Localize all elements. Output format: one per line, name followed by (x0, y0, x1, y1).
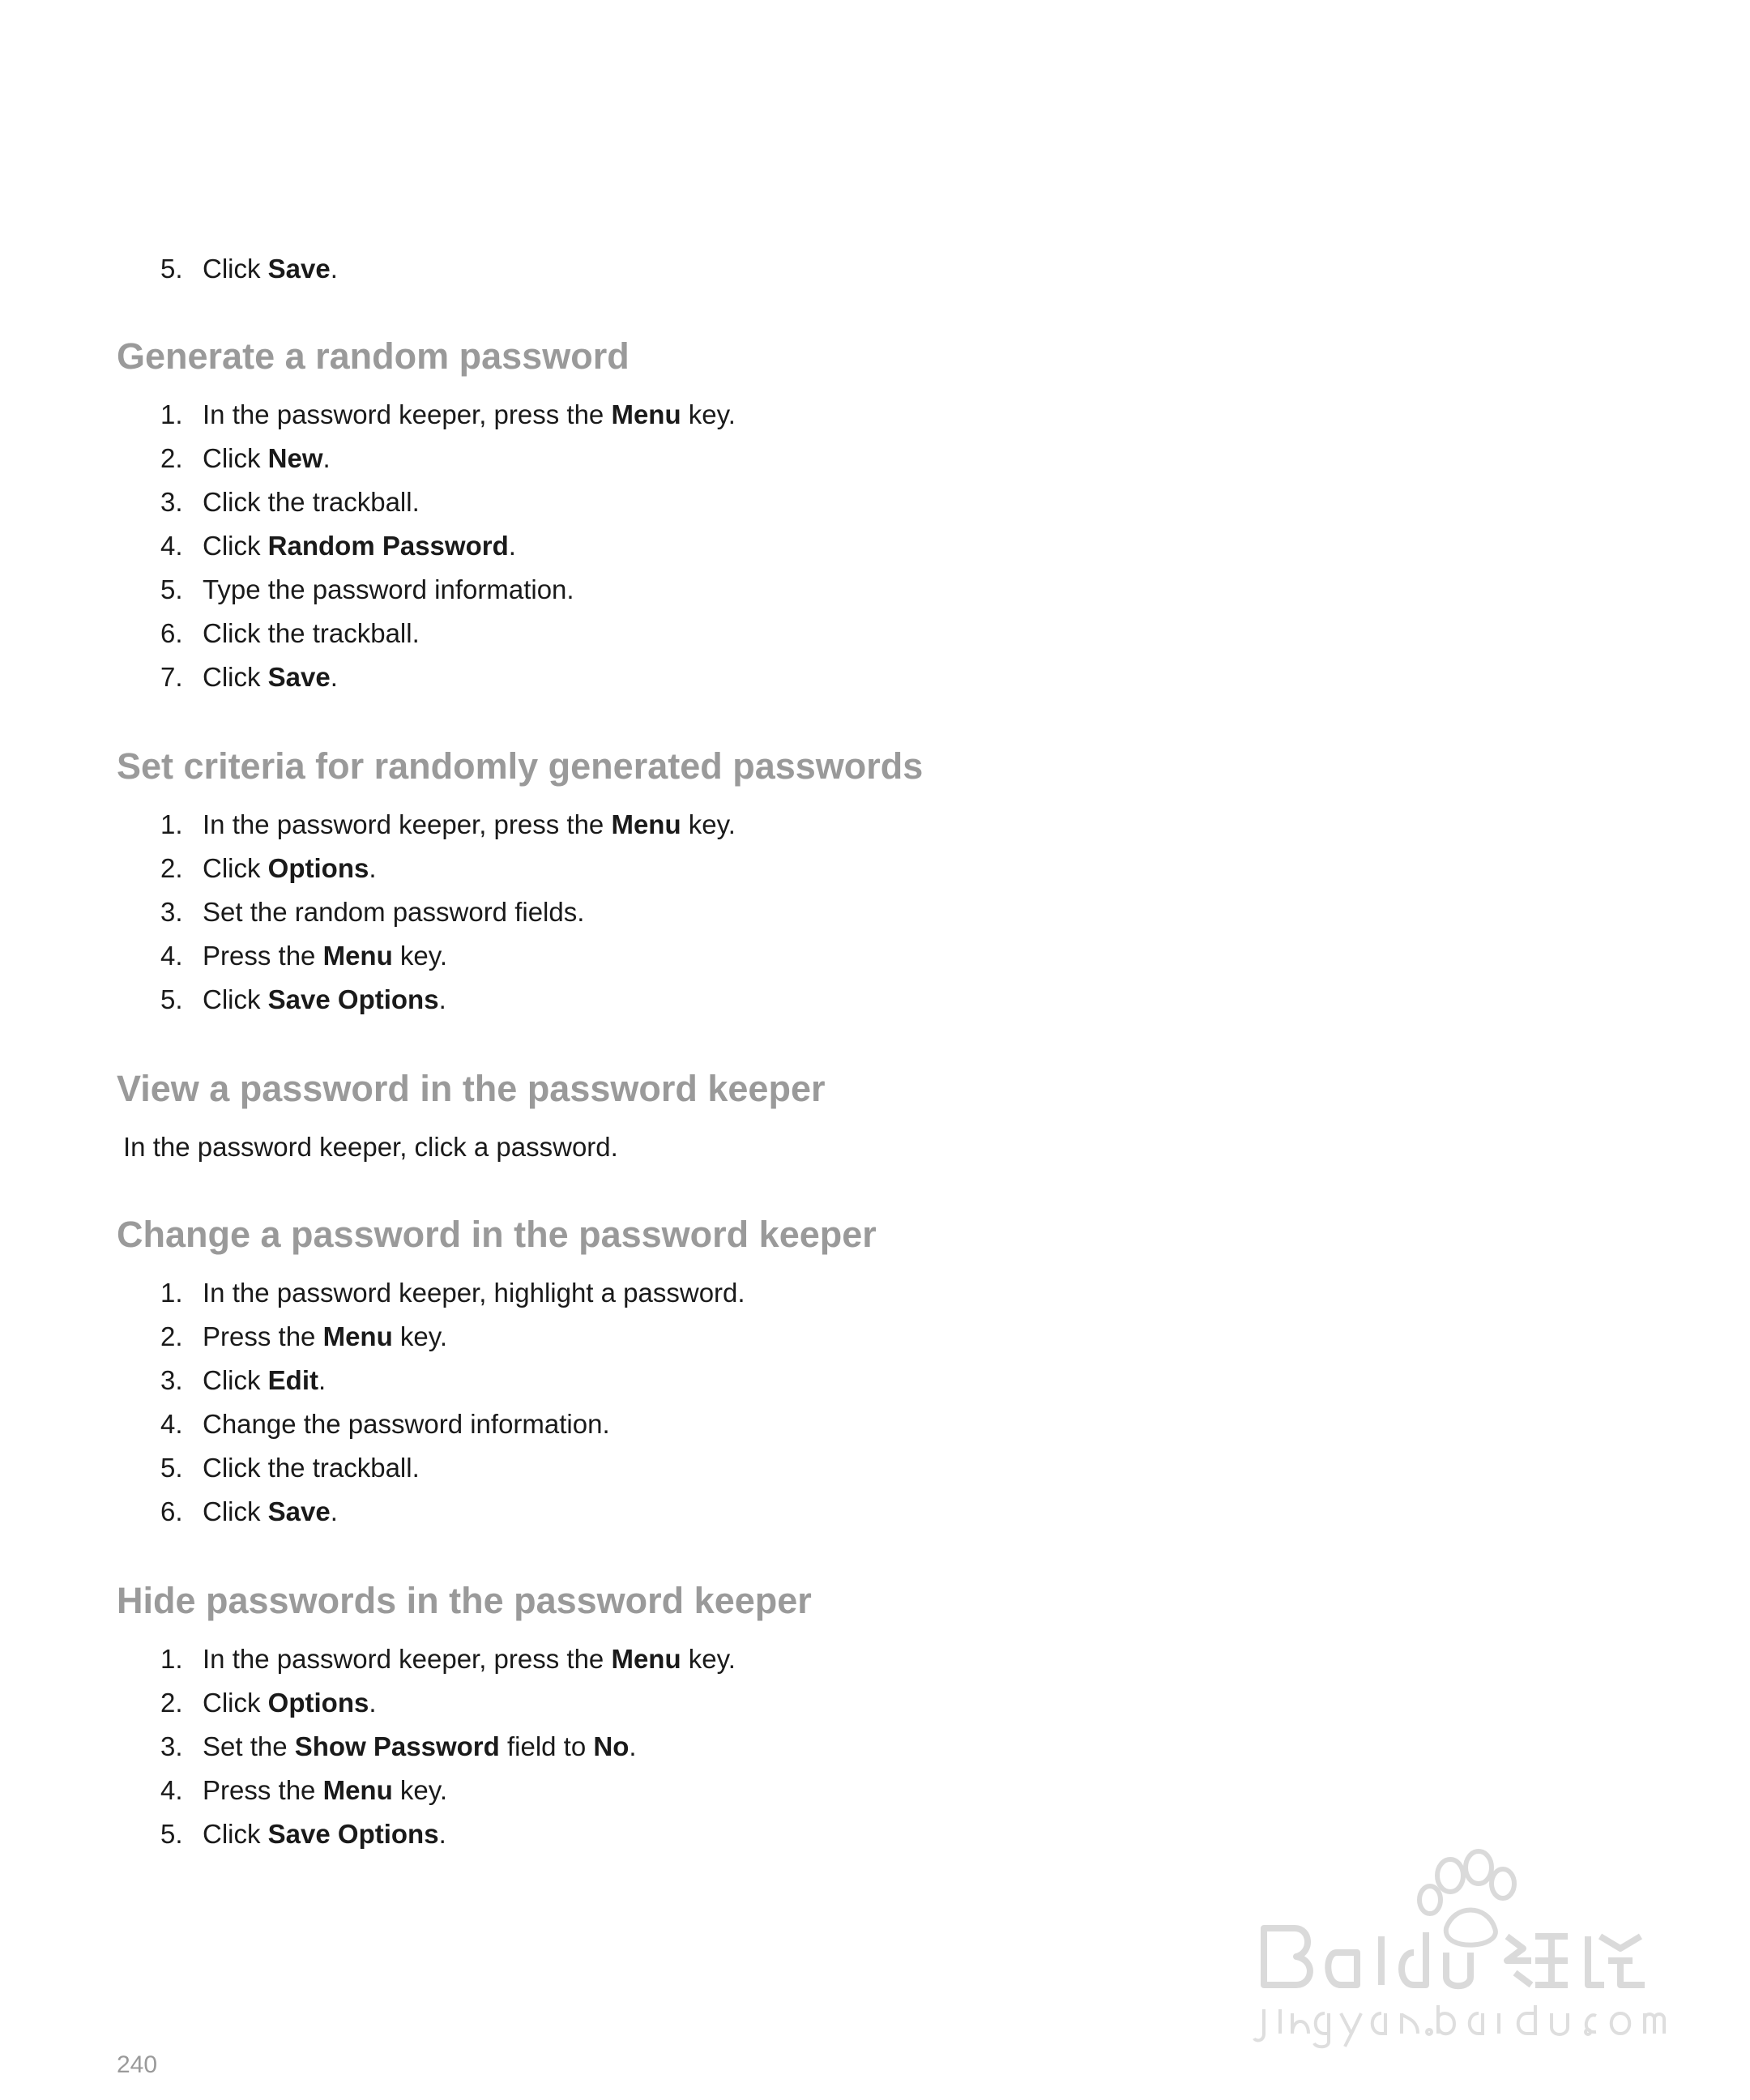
list-item: 2. Press the Menu key. (160, 1321, 447, 1351)
section-heading: Hide passwords in the password keeper (117, 1580, 812, 1621)
baidu-watermark-logo (1248, 1839, 1669, 2050)
list-item: 3. Click the trackball. (160, 487, 420, 517)
list-item: 6. Click Save. (160, 1496, 338, 1526)
list-item: 5. Type the password information. (160, 574, 574, 604)
list-item: 1. In the password keeper, highlight a password. (160, 1278, 745, 1308)
list-item: 3. Set the Show Password field to No. (160, 1731, 637, 1761)
section-heading: Set criteria for randomly generated passwords (117, 745, 924, 787)
list-item: 1. In the password keeper, press the Menu key. (160, 399, 736, 429)
list-item: 7. Click Save. (160, 662, 338, 692)
list-item: 3. Click Edit. (160, 1365, 327, 1395)
list-item: 5. Click Save Options. (160, 1819, 446, 1849)
section-paragraph: In the password keeper, click a password. (123, 1132, 618, 1162)
section-heading: Change a password in the password keeper (117, 1214, 877, 1255)
list-item: 4. Press the Menu key. (160, 941, 447, 971)
list-item: 5. Click Save Options. (160, 984, 446, 1014)
list-item: 2. Click Options. (160, 1688, 377, 1718)
list-item: 2. Click Options. (160, 853, 377, 883)
list-item: 2. Click New. (160, 443, 331, 473)
list-item: 1. In the password keeper, press the Menu key. (160, 1644, 736, 1674)
list-item: 3. Set the random password fields. (160, 897, 585, 927)
page-number: 240 (117, 2051, 158, 2078)
section-heading: View a password in the password keeper (117, 1068, 826, 1109)
list-item: 5. Click Save. (160, 254, 338, 284)
list-item: 4. Press the Menu key. (160, 1775, 447, 1805)
list-item: 5. Click the trackball. (160, 1453, 420, 1483)
list-item: 4. Change the password information. (160, 1409, 610, 1439)
list-item: 1. In the password keeper, press the Menu key. (160, 809, 736, 839)
section-heading: Generate a random password (117, 335, 630, 377)
list-item: 6. Click the trackball. (160, 618, 420, 648)
step-number: 5. (160, 254, 183, 284)
list-item: 4. Click Random Password. (160, 531, 516, 561)
